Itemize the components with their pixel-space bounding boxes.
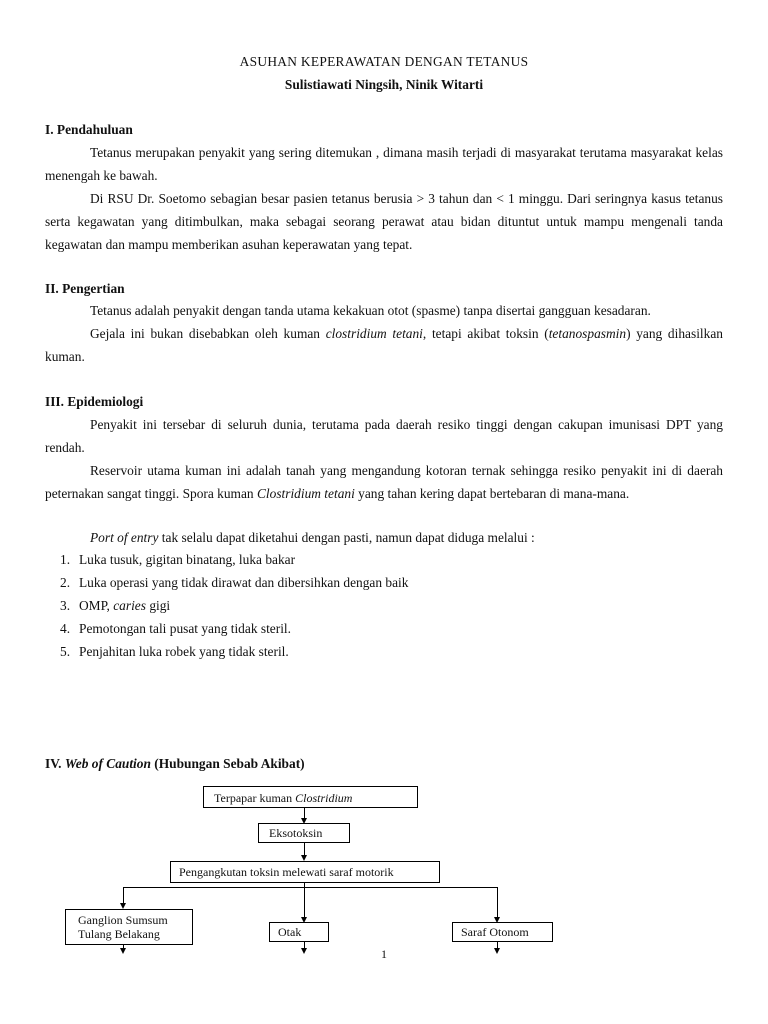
paragraph-epidemiologi-3 bbox=[45, 526, 723, 549]
paragraph-pengertian-1: Tetanus adalah penyakit dengan tanda utama kekakuan otot (spasme) tanpa disertai gangguan kesadaran. bbox=[90, 303, 651, 318]
heading-rest: (Hubungan Sebab Akibat) bbox=[150, 756, 305, 771]
section-heading-web-of-caution bbox=[45, 756, 305, 772]
list-number: 1. bbox=[60, 552, 71, 567]
section-heading-epidemiologi: III. Epidemiologi bbox=[45, 394, 144, 409]
list-text: Luka tusuk, gigitan binatang, luka bakar bbox=[79, 552, 296, 567]
list-text: Luka operasi yang tidak dirawat dan dibersihkan dengan baik bbox=[79, 575, 409, 590]
list-number: 2. bbox=[60, 575, 71, 590]
paragraph-pendahuluan-1: Tetanus merupakan penyakit yang sering ditemukan , dimana masih terjadi di masyarakat terutama masyarakat kelas menengah ke bawah. bbox=[45, 145, 723, 183]
paragraph-pengertian-2 bbox=[45, 322, 723, 368]
list-item bbox=[60, 621, 291, 637]
connector-line bbox=[123, 887, 498, 888]
document-authors: Sulistiawati Ningsih, Ninik Witarti bbox=[284, 77, 484, 92]
box-text-line: Ganglion Sumsum bbox=[78, 913, 168, 927]
page-number: 1 bbox=[381, 947, 387, 961]
diagram-box-terpapar bbox=[203, 786, 418, 808]
box-text-line: Tulang Belakang bbox=[78, 927, 160, 941]
box-italic: Clostridium bbox=[295, 791, 353, 805]
diagram-box-pengangkutan: Pengangkutan toksin melewati saraf motorik bbox=[170, 861, 440, 883]
text-span: Reservoir utama kuman ini adalah tanah yang mengandung kotoran ternak sehingga resiko penyakit ini di daerah peternakan sangat tinggi. Spora kuman bbox=[45, 463, 723, 501]
diagram-box-saraf-otonom: Saraf Otonom bbox=[452, 922, 553, 942]
connector-line bbox=[304, 887, 305, 919]
list-item bbox=[60, 644, 289, 660]
text-span: Gejala ini bukan disebabkan oleh kuman bbox=[90, 326, 326, 341]
paragraph-epidemiologi-2 bbox=[45, 459, 723, 505]
italic-term: caries bbox=[113, 598, 146, 613]
diagram-box-otak: Otak bbox=[269, 922, 329, 942]
document-title: ASUHAN KEPERAWATAN DENGAN TETANUS bbox=[239, 54, 529, 69]
text-span: yang tahan kering dapat bertebaran di mana-mana. bbox=[354, 486, 630, 501]
section-heading-pendahuluan: I. Pendahuluan bbox=[45, 122, 133, 137]
diagram-box-ganglion bbox=[65, 909, 193, 945]
list-number: 5. bbox=[60, 644, 71, 659]
list-item bbox=[60, 552, 295, 568]
heading-number: IV. bbox=[45, 756, 65, 771]
list-item bbox=[60, 598, 170, 614]
box-text: Terpapar kuman bbox=[214, 791, 296, 805]
connector-line bbox=[497, 887, 498, 919]
section-heading-pengertian: II. Pengertian bbox=[45, 281, 125, 296]
text-span: ) yang dihasilkan kuman. bbox=[45, 326, 723, 364]
paragraph-pendahuluan-2: Di RSU Dr. Soetomo sebagian besar pasien tetanus berusia > 3 tahun dan < 1 minggu. Dari seringnya kasus tetanus serta kegawatan yang ditimbulkan, maka sebagai seorang perawat atau bidan dituntut untuk mampu mengenali tanda kegawatan dan mampu memberikan asuhan keperawatan yang tepat. bbox=[45, 191, 723, 252]
heading-italic: Web of Caution bbox=[64, 756, 151, 771]
list-text: gigi bbox=[145, 598, 171, 613]
italic-term: Clostridium tetani bbox=[256, 486, 355, 501]
italic-term: Port of entry bbox=[90, 530, 159, 545]
list-number: 4. bbox=[60, 621, 71, 636]
italic-term: tetanospasmin bbox=[548, 326, 627, 341]
text-span: tak selalu dapat diketahui dengan pasti, namun dapat diduga melalui : bbox=[158, 530, 535, 545]
list-item bbox=[60, 575, 408, 591]
diagram-box-eksotoksin: Eksotoksin bbox=[258, 823, 350, 843]
list-text: OMP, bbox=[79, 598, 114, 613]
list-text: Penjahitan luka robek yang tidak steril. bbox=[79, 644, 289, 659]
paragraph-epidemiologi-1: Penyakit ini tersebar di seluruh dunia, terutama pada daerah resiko tinggi dengan cakupan imunisasi DPT yang rendah. bbox=[45, 417, 723, 455]
list-number: 3. bbox=[60, 598, 71, 613]
text-span: , tetapi akibat toksin ( bbox=[422, 326, 549, 341]
italic-term: clostridium tetani bbox=[325, 326, 423, 341]
list-text: Pemotongan tali pusat yang tidak steril. bbox=[79, 621, 291, 636]
